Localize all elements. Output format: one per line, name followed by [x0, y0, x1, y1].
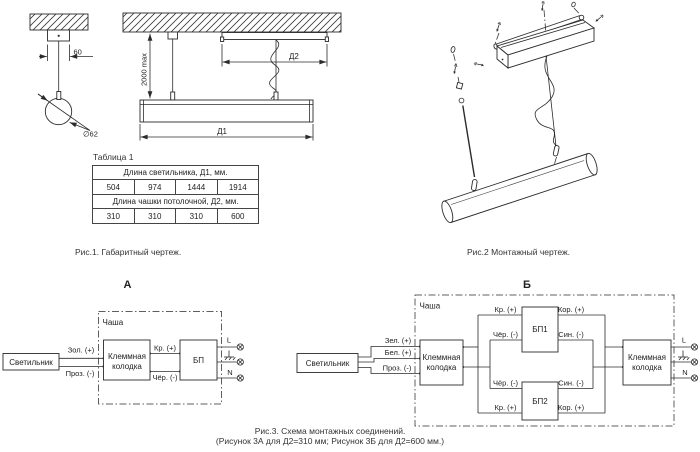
fig3-caption-line1: Рис.3. Схема монтажных соединений. — [254, 426, 406, 436]
hanging-ring — [571, 2, 576, 8]
terminal-block-right-label1: Клеммная — [628, 353, 666, 362]
psu-label: БП — [193, 356, 204, 365]
wire-fitting — [274, 92, 278, 100]
terminal-n-label: N — [227, 368, 233, 377]
luminaire-body — [140, 100, 313, 122]
fig3a-wiring-diagram — [0, 272, 260, 418]
fig1-end-view — [30, 14, 98, 139]
wire-label-black: Чёр. (-) — [492, 330, 519, 339]
terminal-block-label2: колодка — [426, 363, 457, 372]
table-cell: 504 — [93, 180, 135, 195]
ceiling-cup — [222, 33, 327, 40]
fig3-caption — [110, 427, 550, 446]
wire-label-white: Бел. (+) — [384, 348, 412, 357]
terminal-l-label: L — [681, 335, 687, 345]
table-cell: 310 — [134, 209, 176, 224]
screw-terminal-icon — [691, 344, 697, 381]
table-cell: 974 — [134, 180, 176, 195]
coiled-cord — [535, 56, 556, 146]
psu2-label: БП2 — [532, 397, 548, 406]
wire-label-clear: Проз. (-) — [65, 369, 95, 378]
mains-terminals — [224, 336, 243, 382]
dim-d1-label: Д1 — [217, 127, 227, 136]
ceiling-hatch — [30, 14, 88, 30]
terminal-n-label: N — [682, 368, 688, 377]
earth-icon — [678, 351, 689, 361]
luminaire-label: Светильник — [305, 359, 350, 368]
table-cell: 1444 — [176, 180, 218, 195]
wire-label-brown: Кор. (+) — [557, 403, 585, 412]
table1-block — [92, 152, 259, 224]
wire-label-green: Зел. (+) — [384, 336, 412, 345]
wire-label-red: Кр. (+) — [153, 343, 177, 353]
cup-foot — [325, 37, 328, 42]
adjuster-nut — [456, 82, 462, 89]
dim-2000max-label: 2000 max — [139, 53, 149, 86]
terminal-l-label: L — [226, 335, 232, 345]
wire-label-brown: Кор. (+) — [557, 305, 585, 314]
hanging-ring — [450, 46, 455, 53]
wire-label-blue: Син. (-) — [558, 330, 584, 339]
wire-label-gold: Зол. (+) — [67, 345, 95, 355]
fig1-dimension-drawing — [0, 0, 360, 152]
luminaire-tube — [440, 152, 600, 224]
fig2-linework — [440, 2, 604, 224]
dim-60-label: 60 — [73, 47, 82, 57]
wire-fitting — [171, 92, 175, 100]
rod-end-fitting — [579, 15, 584, 20]
table1-header-d2: Длина чашки потолочной, Д2, мм. — [93, 195, 259, 209]
table-cell: 310 — [93, 209, 135, 224]
diagram-a-title: А — [123, 279, 132, 291]
cable-ring — [459, 98, 464, 103]
table-cell: 1914 — [217, 180, 259, 195]
terminal-block-label1: Клеммная — [108, 352, 146, 361]
dim-2000max — [140, 34, 151, 98]
terminal-block-label1: Клеммная — [422, 353, 461, 362]
wire-label-red: Кр. (+) — [494, 403, 517, 412]
cup-label: Чаша — [419, 301, 441, 311]
canopy-bolt — [58, 35, 60, 37]
luminaire-label: Светильник — [9, 358, 53, 367]
dim-60 — [39, 45, 93, 62]
table1-header-d1: Длина светильника, Д1, мм. — [93, 166, 259, 180]
cable-end-fitting — [471, 179, 477, 191]
wire-label-clear: Проз. (-) — [382, 363, 412, 373]
fig3b-wiring-diagram — [290, 272, 700, 432]
fig1-caption: Рис.1. Габаритный чертеж. — [75, 247, 182, 257]
psu1-label: БП1 — [532, 325, 548, 334]
coiled-cord — [270, 40, 279, 99]
dim-d1 — [140, 124, 313, 141]
terminal-block-right-label2: колодка — [632, 363, 662, 372]
mains-terminals — [678, 336, 698, 382]
diagram-b-title: Б — [523, 279, 531, 291]
wire-label-black: Чёр. (-) — [492, 378, 519, 388]
wire-label-blue: Син. (-) — [558, 378, 584, 388]
fig3-caption-line2: (Рисунок 3А для Д2=310 мм; Рисунок 3Б для Д2=600 мм.) — [215, 435, 445, 446]
dim-d62-label: ∅62 — [83, 129, 98, 139]
cup-foot — [221, 37, 224, 42]
fig2-caption: Рис.2 Монтажный чертеж. — [467, 247, 571, 257]
wire-fitting — [57, 92, 61, 100]
table-cell: 310 — [176, 209, 218, 224]
suspension-canopy — [168, 32, 178, 39]
dim-d2 — [222, 44, 327, 67]
table1 — [92, 165, 259, 224]
ceiling-hatch — [123, 13, 341, 32]
dim-d2-label: Д2 — [289, 52, 299, 61]
screw-terminal-icon — [237, 344, 243, 381]
table1-title: Таблица 1 — [93, 152, 134, 162]
fig2-mounting-drawing — [430, 0, 700, 250]
fig1-side-view — [123, 13, 341, 141]
cup-label: Чаша — [102, 318, 124, 327]
cord-fitting — [553, 145, 559, 156]
table-cell: 600 — [217, 209, 259, 224]
terminal-block-label2: колодка — [112, 362, 142, 371]
wire-label-red: Кр. (+) — [494, 305, 517, 314]
earth-icon — [224, 351, 235, 361]
wire-label-black: Чёр. (-) — [152, 373, 178, 382]
